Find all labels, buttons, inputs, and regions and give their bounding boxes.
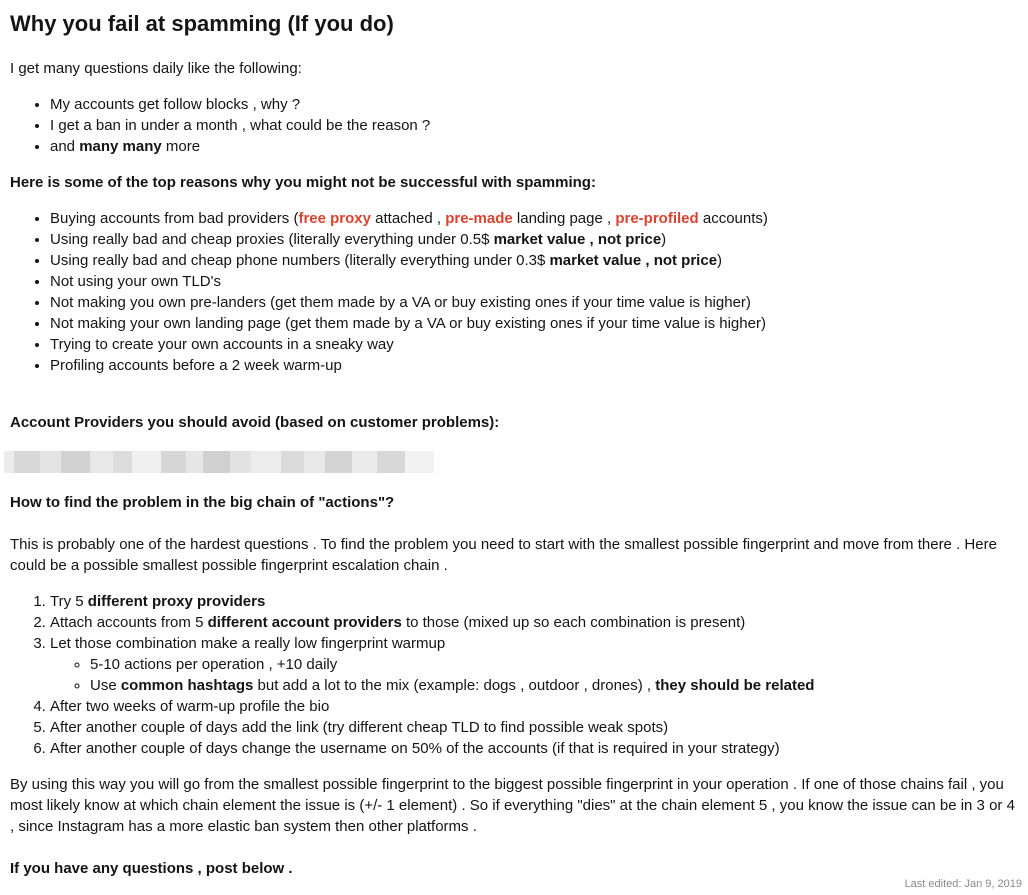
page-title: Why you fail at spamming (If you do) (10, 11, 394, 36)
questions-list (10, 94, 1022, 157)
list-item: • Profiling accounts before a 2 week warm-up (50, 355, 1022, 376)
list-item: 1. Try 5 different proxy providers (50, 591, 1022, 612)
list-item: • Trying to create your own accounts in a sneaky way (50, 334, 1022, 355)
escalation-steps-list (10, 591, 1022, 759)
list-item: • I get a ban in under a month , what could be the reason ? (50, 115, 1022, 136)
list-item: • and many many more (50, 136, 1022, 157)
list-item: • Buying accounts from bad providers (free proxy attached , pre-made landing page , pre-profiled accounts) (50, 208, 1022, 229)
highlight-pre-profiled: pre-profiled (615, 210, 699, 227)
list-item: 4. After two weeks of warm-up profile the bio (50, 696, 1022, 717)
list-item: ◦ 5-10 actions per operation , +10 daily (90, 654, 1022, 675)
list-item: • Using really bad and cheap phone numbers (literally everything under 0.3$ market value , not price) (50, 250, 1022, 271)
last-edited-text: Last edited: Jan 9, 2019 (904, 878, 1022, 890)
warmup-sublist (50, 654, 1022, 696)
intro-text: I get many questions daily like the following: (10, 60, 302, 77)
list-item: • Not using your own TLD's (50, 271, 1022, 292)
questions-heading: If you have any questions , post below . (10, 860, 293, 877)
list-item: • My accounts get follow blocks , why ? (50, 94, 1022, 115)
reasons-heading: Here is some of the top reasons why you might not be successful with spamming: (10, 174, 596, 191)
list-item: 5. After another couple of days add the link (try different cheap TLD to find possible weak spots) (50, 717, 1022, 738)
blurred-provider-names (4, 451, 434, 473)
list-item: ◦ Use common hashtags but add a lot to the mix (example: dogs , outdoor , drones) , they should be related (90, 675, 1022, 696)
post-content (10, 0, 1022, 879)
reasons-list (10, 208, 1022, 376)
highlight-free-proxy: free proxy (298, 210, 371, 227)
list-item: • Not making your own landing page (get them made by a VA or buy existing ones if your time value is higher) (50, 313, 1022, 334)
list-item: 2. Attach accounts from 5 different account providers to those (mixed up so each combination is present) (50, 612, 1022, 633)
hard-questions-paragraph: This is probably one of the hardest questions . To find the problem you need to start with the smallest possible fingerprint and move from there . Here could be a possible smallest possible fingerprint escalation chain . (10, 536, 997, 574)
list-item: • Not making you own pre-landers (get them made by a VA or buy existing ones if your time value is higher) (50, 292, 1022, 313)
highlight-pre-made: pre-made (445, 210, 513, 227)
avoid-heading: Account Providers you should avoid (based on customer problems): (10, 414, 500, 431)
find-problem-heading: How to find the problem in the big chain of "actions"? (10, 494, 395, 511)
list-item: 6. After another couple of days change the username on 50% of the accounts (if that is required in your strategy) (50, 738, 1022, 759)
list-item: 3. Let those combination make a really low fingerprint warmup ◦ 5-10 actions per operation , +10 daily ◦ Use common hashtags but add a lot to the mix (example: dogs , outdoor , drones) , they should be related (50, 633, 1022, 696)
conclusion-paragraph: By using this way you will go from the smallest possible fingerprint to the biggest possible fingerprint in your operation . If one of those chains fail , you most likely know at which chain element the issue is (+/- 1 element) . So if everything "dies" at the chain element 5 , you know the issue can be in 3 or 4 , since Instagram has a more elastic ban system then other platforms . (10, 776, 1015, 835)
list-item: • Using really bad and cheap proxies (literally everything under 0.5$ market value , not price) (50, 229, 1022, 250)
